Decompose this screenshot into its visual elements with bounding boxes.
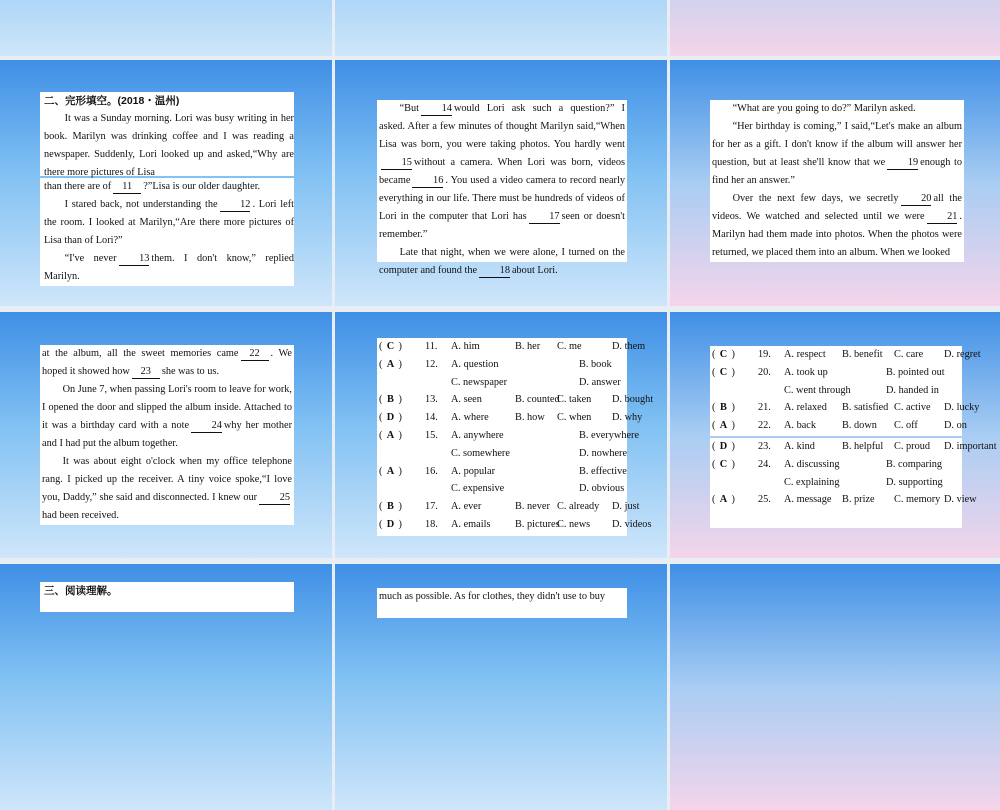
option-c[interactable]: C. already (557, 501, 600, 513)
answer-mark: ( A ) (712, 494, 735, 506)
slide-cloze-part-3[interactable] (670, 60, 1000, 306)
option-a[interactable]: A. message (784, 494, 832, 506)
question-number: 16. (425, 465, 438, 477)
question-number: 11. (425, 341, 438, 352)
option-b[interactable]: B. satisfied (842, 402, 889, 414)
slide-reading-2[interactable] (335, 564, 667, 810)
answer-mark: ( B ) (379, 394, 402, 406)
option-d[interactable]: D. important (944, 441, 997, 452)
option-d[interactable]: D. supporting (886, 476, 943, 488)
option-a[interactable]: A. emails (451, 518, 491, 530)
text-run: she was to us. (161, 366, 220, 377)
cloze-paragraph-11 (42, 453, 292, 525)
answer-mark: ( A ) (712, 420, 735, 432)
text-run: at the album, all the sweet memories came (42, 348, 239, 359)
question-row (712, 364, 960, 382)
option-b[interactable]: B. pictures (515, 518, 560, 530)
cloze-paragraph-6: “What are you going to do?” Marilyn asked. (732, 103, 916, 114)
cloze-paragraph-1-end (44, 178, 294, 196)
option-c[interactable]: C. taken (557, 394, 592, 406)
question-number: 14. (425, 412, 438, 424)
answers-card-b (710, 346, 981, 436)
option-d[interactable]: D. lucky (944, 402, 980, 414)
option-c[interactable]: C. proud (894, 441, 931, 452)
option-c[interactable]: C. expensive (451, 483, 505, 495)
question-number: 22. (758, 420, 771, 432)
text-run: than there are of (44, 181, 112, 192)
reading-card (40, 582, 294, 612)
option-a[interactable]: A. seen (451, 394, 482, 406)
cloze-intro-card-2 (40, 178, 294, 286)
question-number: 13. (425, 394, 438, 406)
question-row (379, 427, 640, 445)
reading-heading: 三、阅读理解。 (44, 585, 118, 597)
text-run: ?”Lisa is our older daughter. (143, 181, 261, 192)
option-a[interactable]: A. respect (784, 349, 826, 360)
question-row (712, 491, 977, 509)
option-c[interactable]: C. memory (894, 494, 941, 506)
text-run: . Lori left the room. I looked at Marilyn,“Are there more pictures of Lisa than of Lori?” (44, 199, 294, 246)
answer-mark: ( C ) (712, 458, 735, 470)
answer-mark: ( A ) (379, 358, 402, 370)
option-a[interactable]: A. relaxed (784, 402, 827, 414)
answer-mark: ( C ) (712, 366, 735, 378)
slide-cloze-part-4[interactable] (0, 312, 332, 558)
option-d[interactable]: D. view (944, 494, 977, 506)
question-number: 24. (758, 458, 771, 470)
answer-mark: ( C ) (712, 349, 735, 360)
blank-18: 18 (479, 264, 510, 278)
question-row-continued (379, 374, 625, 392)
question-row (379, 498, 640, 516)
text-run: had been received. (42, 510, 119, 521)
question-row (379, 356, 625, 374)
text-run: would Lori ask such a question?” I asked. After a few minutes of thought Marilyn said,“When Lisa was born, you were taking photos. You hardly went (379, 103, 625, 150)
text-run: . Marilyn had them made into photos. When the photos were returned, we placed them into an album. When we looked (712, 211, 962, 258)
option-d[interactable]: D. nowhere (579, 447, 628, 459)
cloze-paragraph-9 (42, 345, 292, 381)
slide-bottom-right[interactable] (670, 564, 1000, 810)
slide-top-right[interactable] (670, 0, 1000, 56)
blank-21: 21 (927, 210, 958, 224)
question-number: 17. (425, 501, 438, 513)
blank-17: 17 (529, 210, 560, 224)
option-b[interactable]: B. benefit (842, 349, 883, 360)
option-a[interactable]: A. anywhere (451, 429, 504, 441)
cloze-paragraph-4 (379, 100, 625, 244)
text-run: . You used a video camera to record nearly everything in our life. There must be hundreds of videos of Lori in the computer that Lori has (379, 175, 625, 222)
text-run: Late that night, when we were alone, I turned on the computer and found the (379, 247, 625, 276)
option-c[interactable]: C. when (557, 412, 592, 424)
text-run: “I've never (64, 253, 117, 264)
text-run: It was a Sunday morning. Lori was busy writing in her book. Marilyn was drinking coffee and I was reading a newspaper. Suddenly, Lori looked up and asked,“Why are there more pictures of Lisa (44, 113, 294, 178)
option-d[interactable]: D. on (944, 420, 967, 432)
text-run: seen or doesn't remember.” (379, 211, 625, 240)
answers-card-a (377, 338, 654, 536)
text-run: without a camera. When Lori was born, videos became (379, 157, 625, 186)
slide-top-middle[interactable] (335, 0, 667, 56)
option-c[interactable]: C. off (894, 420, 918, 432)
question-row (379, 516, 652, 534)
cloze-paragraph-1 (44, 110, 294, 182)
cloze-intro-card (40, 92, 294, 176)
question-number: 12. (425, 358, 438, 370)
question-number: 18. (425, 518, 438, 530)
blank-20: 20 (901, 192, 932, 206)
question-number: 15. (425, 429, 438, 441)
question-row (712, 399, 980, 417)
question-number: 19. (758, 349, 771, 360)
option-d[interactable]: D. regret (944, 349, 981, 360)
option-c[interactable]: C. me (557, 341, 582, 352)
option-d[interactable]: D. why (612, 412, 643, 424)
cloze-paragraph-5 (379, 244, 625, 280)
blank-19: 19 (887, 156, 918, 170)
blank-16: 16 (412, 174, 443, 188)
question-number: 25. (758, 494, 771, 506)
question-row (379, 338, 646, 356)
option-a[interactable]: A. ever (451, 501, 482, 513)
slide-reading[interactable] (0, 564, 332, 810)
option-b[interactable]: B. down (842, 420, 877, 432)
reading-card-2 (377, 588, 627, 618)
answer-mark: ( B ) (712, 402, 735, 414)
question-number: 21. (758, 402, 771, 414)
option-b[interactable]: B. her (515, 341, 541, 352)
option-a[interactable]: A. popular (451, 465, 496, 477)
blank-15: 15 (381, 156, 412, 170)
option-b[interactable]: B. never (515, 501, 550, 513)
option-b[interactable]: B. prize (842, 494, 875, 506)
option-c[interactable]: C. care (894, 349, 924, 360)
blank-25: 25 (259, 491, 290, 505)
option-a[interactable]: A. where (451, 412, 489, 424)
question-row-continued (379, 445, 628, 463)
question-row (712, 456, 960, 474)
answer-mark: ( D ) (712, 441, 735, 452)
answer-mark: ( D ) (379, 412, 402, 424)
option-d[interactable]: D. videos (612, 518, 652, 530)
option-d[interactable]: D. answer (579, 376, 621, 388)
text-run: enough to find her an answer.” (712, 157, 962, 186)
text-run: about Lori. (511, 265, 558, 276)
text-run: . We hoped it showed how (42, 348, 292, 377)
blank-14: 14 (421, 102, 452, 116)
answer-mark: ( D ) (379, 518, 402, 530)
option-a[interactable]: A. back (784, 420, 817, 432)
question-row-continued (379, 480, 625, 498)
slide-cloze-part-2[interactable] (335, 60, 667, 306)
cloze-heading: 二、完形填空。(2018・温州) (44, 95, 180, 107)
answer-mark: ( B ) (379, 501, 402, 513)
slide-top-left[interactable] (0, 0, 332, 56)
option-d[interactable]: D. bought (612, 394, 654, 406)
question-row-continued (712, 382, 960, 400)
option-a[interactable]: A. question (451, 358, 499, 370)
option-b[interactable]: B. how (515, 412, 545, 424)
cloze-paragraph-7 (712, 118, 962, 190)
option-c[interactable]: C. news (557, 518, 591, 530)
blank-13: 13 (119, 252, 150, 266)
option-b[interactable]: B. everywhere (579, 429, 640, 441)
answer-mark: ( A ) (379, 465, 402, 477)
cloze-paragraph-3 (44, 250, 294, 286)
cloze-part-2-card (377, 100, 627, 276)
question-row (379, 463, 625, 481)
slide-answers-19-25[interactable] (670, 312, 1000, 558)
text-run: Over the next few days, we secretly (732, 193, 899, 204)
question-number: 23. (758, 441, 771, 452)
text-run: all the videos. We watched and selected until we were (712, 193, 962, 222)
cloze-paragraph-2 (44, 196, 294, 250)
question-row (379, 409, 643, 427)
blank-11: 11 (113, 180, 141, 194)
blank-24: 24 (191, 419, 222, 433)
option-c[interactable]: C. explaining (784, 476, 840, 488)
option-c[interactable]: C. somewhere (451, 447, 510, 459)
cloze-part-4-card (40, 345, 294, 525)
slide-cloze-intro[interactable] (0, 60, 332, 306)
text-run: why her mother and I had put the album together. (42, 420, 292, 449)
option-d[interactable]: D. just (612, 501, 640, 513)
text-run: “Her birthday is coming,” I said,“Let's make an album for her as a gift. I don't know if the album will answer her question, but at least she'll know that we (712, 121, 962, 168)
answers-card-c (710, 438, 997, 528)
cloze-paragraph-8 (712, 190, 962, 262)
blank-22: 22 (241, 347, 269, 361)
answer-mark: ( A ) (379, 429, 402, 441)
option-b[interactable]: B. effective (579, 465, 627, 477)
text-run: On June 7, when passing Lori's room to leave for work, I opened the door and slipped the album inside. Attached to it was a birthday card with a note (42, 384, 292, 431)
option-b[interactable]: B. helpful (842, 441, 884, 452)
blank-23: 23 (132, 365, 160, 379)
cloze-paragraph-10 (42, 381, 292, 453)
text-run: “But (399, 103, 420, 114)
option-a[interactable]: A. took up (784, 366, 828, 378)
option-b[interactable]: B. counted (515, 394, 560, 406)
reading-partial-text: much as possible. As for clothes, they didn't use to buy (379, 591, 606, 602)
text-run: It was about eight o'clock when my office telephone rang. I picked up the receiver. A tiny voice spoke,“I love you, Daddy,” she said and disconnected. I knew our (42, 456, 292, 503)
question-row-continued (712, 474, 960, 492)
question-row (712, 346, 981, 364)
option-c[interactable]: C. went through (784, 384, 851, 396)
option-d[interactable]: D. them (612, 341, 646, 352)
answer-mark: ( C ) (379, 341, 402, 352)
question-row (712, 438, 997, 456)
question-row (712, 417, 967, 435)
option-a[interactable]: A. kind (784, 441, 815, 452)
option-c[interactable]: C. newspaper (451, 376, 508, 388)
option-d[interactable]: D. obvious (579, 483, 625, 495)
text-run: I stared back, not understanding the (64, 199, 218, 210)
question-row (379, 391, 654, 409)
option-a[interactable]: A. him (451, 341, 480, 352)
option-b[interactable]: B. book (579, 358, 612, 370)
slide-answers-11-18[interactable] (335, 312, 667, 558)
text-run: them. I don't know,” replied Marilyn. (44, 253, 295, 282)
blank-12: 12 (220, 198, 251, 212)
option-a[interactable]: A. discussing (784, 458, 840, 470)
question-number: 20. (758, 366, 771, 378)
option-b[interactable]: B. comparing (886, 458, 943, 470)
option-b[interactable]: B. pointed out (886, 366, 945, 378)
option-c[interactable]: C. active (894, 402, 931, 414)
option-d[interactable]: D. handed in (886, 384, 939, 396)
cloze-part-3-card (710, 100, 964, 262)
